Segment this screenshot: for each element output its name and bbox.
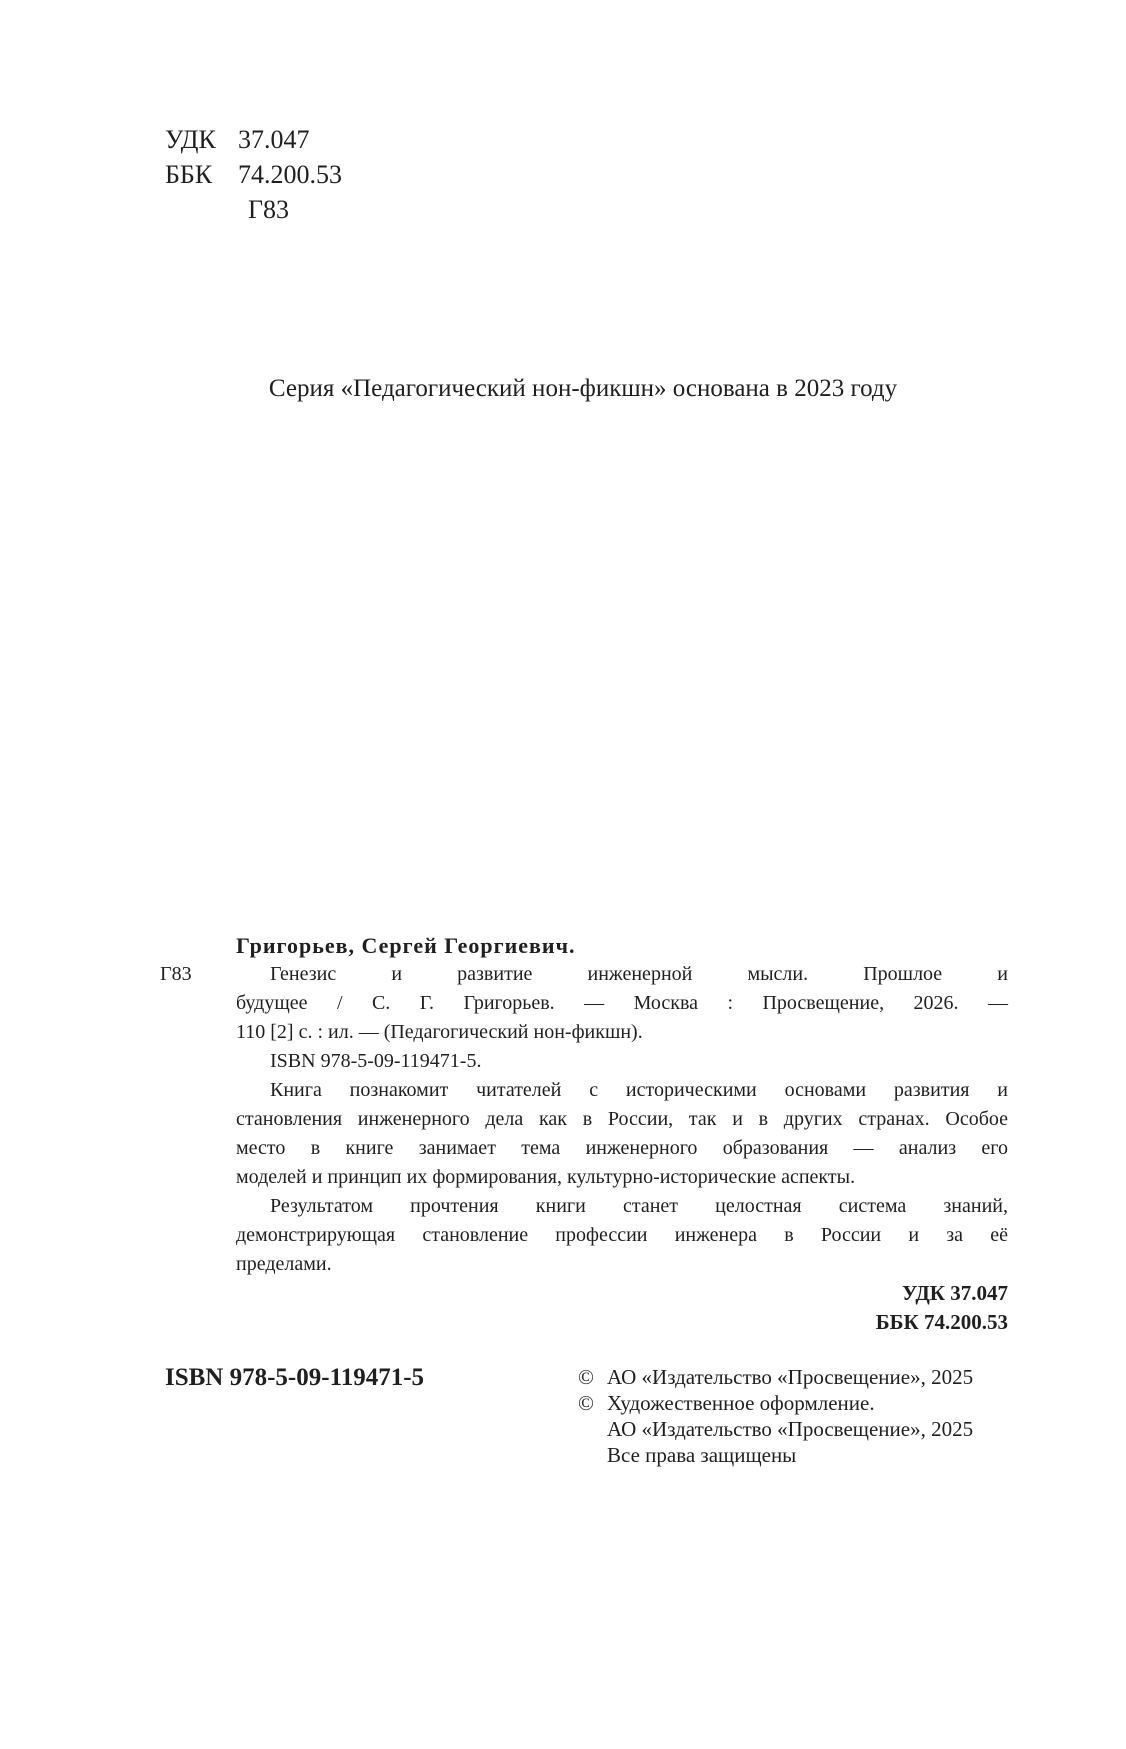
udk-code-row (165, 122, 342, 157)
copyright-text: АО «Издательство «Просвещение», 2025 (607, 1417, 974, 1441)
bbk-label: ББК (165, 160, 213, 189)
annotation-line: пределами. (236, 1253, 332, 1275)
udk-reference: УДК 37.047 (902, 1281, 1008, 1305)
annotation-line: демонстрирующая становление профессии инженера в России и за её (236, 1224, 1008, 1246)
copyright-text: Художественное оформление. (607, 1391, 875, 1415)
copyright-symbol (578, 1442, 607, 1468)
author-sign-row (165, 192, 342, 227)
author-sign: Г83 (248, 195, 290, 224)
author-sign-spacer (165, 192, 238, 227)
annotation-line: становления инженерного дела как в России, так и в других странах. Особое (236, 1108, 1008, 1130)
catalog-entry-block (236, 931, 1008, 1337)
catalog-isbn-line: ISBN 978-5-09-119471-5. (270, 1050, 482, 1072)
copyright-symbol: © (578, 1365, 594, 1389)
bbk-value: 74.200.53 (238, 160, 342, 189)
annotation-line: Книга познакомит читателей с историческими основами развития и (270, 1079, 1008, 1101)
copyright-symbol: © (578, 1391, 594, 1415)
udk-value: 37.047 (238, 125, 310, 154)
annotation-line: моделей и принцип их формирования, культурно-исторические аспекты. (236, 1166, 856, 1188)
copyright-block (578, 1364, 973, 1468)
annotation-line: место в книге занимает тема инженерного образования — анализ его (236, 1137, 1008, 1159)
udk-label: УДК (165, 125, 216, 154)
classification-codes-block (165, 122, 342, 227)
copyright-line (578, 1442, 973, 1468)
bib-line: 110 [2] с. : ил. — (Педагогический нон-фикшн). (236, 1021, 643, 1043)
copyright-line (578, 1416, 973, 1442)
bib-line: будущее / С. Г. Григорьев. — Москва : Просвещение, 2026. — (236, 992, 1008, 1014)
footer-isbn: ISBN 978-5-09-119471-5 (165, 1364, 425, 1391)
bbk-code-row (165, 157, 342, 192)
annotation-line: Результатом прочтения книги станет целостная система знаний, (270, 1195, 1008, 1217)
copyright-text: Все права защищены (607, 1443, 797, 1467)
bib-line: Генезис и развитие инженерной мысли. Прошлое и (270, 963, 1008, 985)
margin-author-sign: Г83 (160, 963, 192, 985)
bbk-reference: ББК 74.200.53 (875, 1310, 1008, 1334)
copyright-line (578, 1364, 973, 1390)
author-heading: Григорьев, Сергей Георгиевич. (236, 933, 576, 958)
copyright-line (578, 1390, 973, 1416)
series-note: Серия «Педагогический нон-фикшн» основана в 2023 году (268, 375, 898, 402)
copyright-symbol (578, 1416, 607, 1442)
copyright-text: АО «Издательство «Просвещение», 2025 (607, 1365, 974, 1389)
